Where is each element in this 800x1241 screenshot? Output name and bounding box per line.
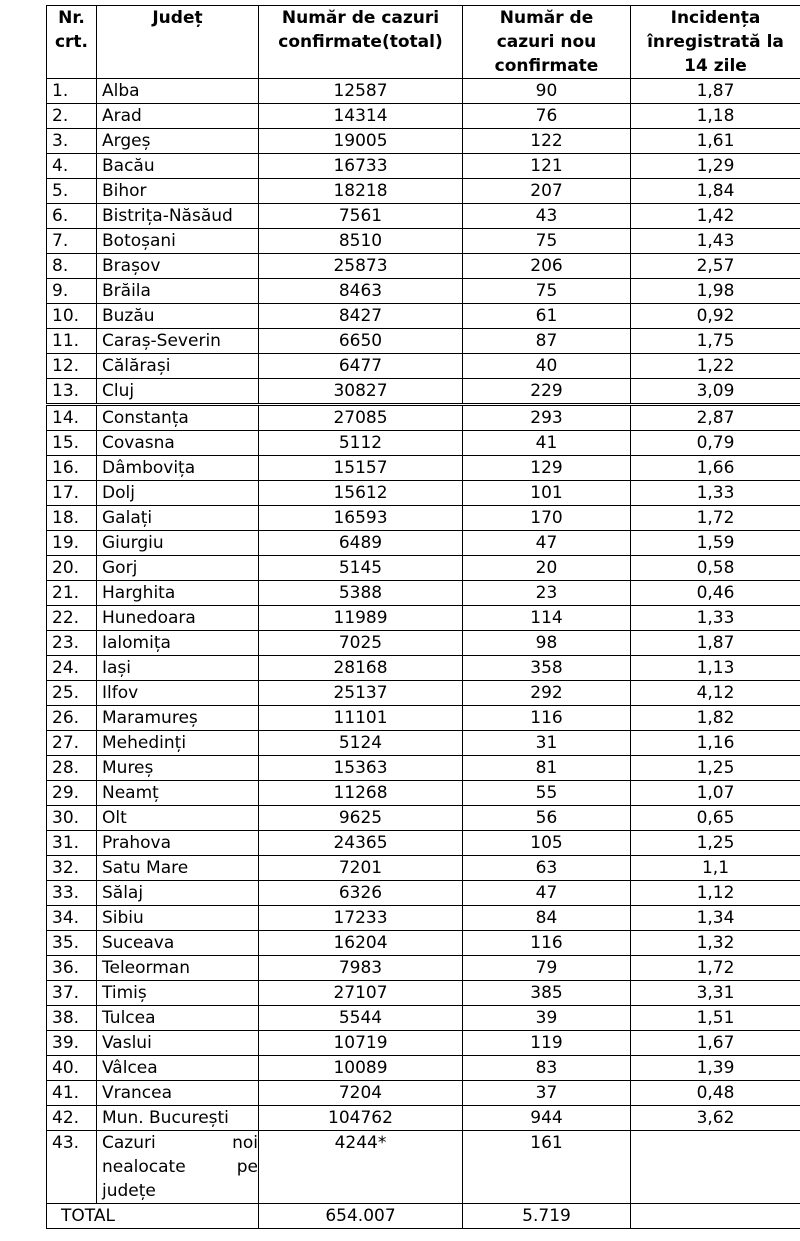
table-row — [47, 981, 800, 1006]
row-noi: 207 — [463, 179, 631, 204]
row-incidenta: 1,82 — [631, 706, 800, 731]
row-noi: 83 — [463, 1056, 631, 1081]
row-noi: 40 — [463, 354, 631, 379]
row-noi: 31 — [463, 731, 631, 756]
row-noi: 76 — [463, 104, 631, 129]
row-judet: Sibiu — [97, 906, 259, 931]
row-nr: 27. — [47, 731, 97, 756]
header-judet-line: Județ — [152, 8, 203, 28]
row-incidenta: 4,12 — [631, 681, 800, 706]
row-incidenta: 1,67 — [631, 1031, 800, 1056]
total-confirmed: 654.007 — [259, 1204, 463, 1229]
table-row — [47, 606, 800, 631]
row-nr: 35. — [47, 931, 97, 956]
row-judet: Mureș — [97, 756, 259, 781]
table-row — [47, 956, 800, 981]
row-total: 104762 — [259, 1106, 463, 1131]
row-total: 8510 — [259, 229, 463, 254]
row-nr: 24. — [47, 656, 97, 681]
row-total: 25137 — [259, 681, 463, 706]
row-incidenta: 1,87 — [631, 79, 800, 104]
table-row — [47, 531, 800, 556]
header-total — [259, 6, 463, 79]
row-judet: Constanța — [97, 405, 259, 431]
row-judet: Maramureș — [97, 706, 259, 731]
row-judet: Neamț — [97, 781, 259, 806]
row-judet: Alba — [97, 79, 259, 104]
row-judet: Galați — [97, 506, 259, 531]
row-noi: 63 — [463, 856, 631, 881]
row-judet: Bacău — [97, 154, 259, 179]
row-incidenta: 3,09 — [631, 379, 800, 405]
row-noi: 23 — [463, 581, 631, 606]
unallocated-label-line: județe — [102, 1181, 156, 1201]
row-incidenta: 1,16 — [631, 731, 800, 756]
row-judet: Vrancea — [97, 1081, 259, 1106]
header-nr — [47, 6, 97, 79]
unallocated-noi: 161 — [463, 1131, 631, 1204]
row-nr: 22. — [47, 606, 97, 631]
row-total: 15612 — [259, 481, 463, 506]
row-noi: 75 — [463, 229, 631, 254]
row-total: 14314 — [259, 104, 463, 129]
header-nr-line: crt. — [54, 32, 89, 52]
row-incidenta: 1,98 — [631, 279, 800, 304]
row-noi: 75 — [463, 279, 631, 304]
row-total: 6477 — [259, 354, 463, 379]
table-row — [47, 204, 800, 229]
row-total: 17233 — [259, 906, 463, 931]
table-footer — [47, 1131, 800, 1229]
row-nr: 1. — [47, 79, 97, 104]
row-incidenta: 1,13 — [631, 656, 800, 681]
row-noi: 170 — [463, 506, 631, 531]
table-row — [47, 506, 800, 531]
row-noi: 116 — [463, 931, 631, 956]
row-incidenta: 1,84 — [631, 179, 800, 204]
row-nr: 7. — [47, 229, 97, 254]
table-row — [47, 1031, 800, 1056]
row-incidenta: 1,18 — [631, 104, 800, 129]
row-noi: 121 — [463, 154, 631, 179]
row-incidenta: 1,1 — [631, 856, 800, 881]
row-judet: Prahova — [97, 831, 259, 856]
header-noi-line: confirmate — [494, 56, 599, 76]
unallocated-total: 4244* — [259, 1131, 463, 1204]
row-nr: 13. — [47, 379, 97, 405]
table-row — [47, 481, 800, 506]
row-judet: Brăila — [97, 279, 259, 304]
row-nr: 11. — [47, 329, 97, 354]
table-row — [47, 656, 800, 681]
row-judet: Teleorman — [97, 956, 259, 981]
row-incidenta: 1,72 — [631, 506, 800, 531]
row-incidenta: 0,79 — [631, 431, 800, 456]
row-incidenta: 1,43 — [631, 229, 800, 254]
table-body — [47, 79, 800, 1131]
row-judet: Mun. București — [97, 1106, 259, 1131]
row-total: 16733 — [259, 154, 463, 179]
table-row — [47, 1056, 800, 1081]
header-incidenta-line: Incidența — [670, 8, 761, 28]
header-nr-line: Nr. — [58, 8, 85, 28]
row-total: 7561 — [259, 204, 463, 229]
row-incidenta: 2,57 — [631, 254, 800, 279]
table-row — [47, 1081, 800, 1106]
row-noi: 41 — [463, 431, 631, 456]
row-noi: 122 — [463, 129, 631, 154]
row-total: 6489 — [259, 531, 463, 556]
row-judet: Arad — [97, 104, 259, 129]
total-new: 5.719 — [463, 1204, 631, 1229]
row-incidenta: 1,72 — [631, 956, 800, 981]
table-row — [47, 329, 800, 354]
row-judet: Mehedinți — [97, 731, 259, 756]
unallocated-row — [47, 1131, 800, 1204]
row-nr: 17. — [47, 481, 97, 506]
table-row — [47, 431, 800, 456]
row-total: 27107 — [259, 981, 463, 1006]
table-row — [47, 556, 800, 581]
row-nr: 18. — [47, 506, 97, 531]
row-incidenta: 1,12 — [631, 881, 800, 906]
row-total: 25873 — [259, 254, 463, 279]
row-incidenta: 0,48 — [631, 1081, 800, 1106]
row-judet: Dolj — [97, 481, 259, 506]
row-nr: 42. — [47, 1106, 97, 1131]
table-row — [47, 1006, 800, 1031]
row-total: 5124 — [259, 731, 463, 756]
row-nr: 3. — [47, 129, 97, 154]
row-incidenta: 1,33 — [631, 481, 800, 506]
row-judet: Bistrița-Năsăud — [97, 204, 259, 229]
total-label: TOTAL — [47, 1204, 259, 1229]
row-total: 7025 — [259, 631, 463, 656]
table-row — [47, 756, 800, 781]
row-nr: 23. — [47, 631, 97, 656]
row-total: 27085 — [259, 405, 463, 431]
row-nr: 16. — [47, 456, 97, 481]
row-judet: Buzău — [97, 304, 259, 329]
row-total: 7204 — [259, 1081, 463, 1106]
row-noi: 47 — [463, 881, 631, 906]
row-noi: 98 — [463, 631, 631, 656]
row-noi: 114 — [463, 606, 631, 631]
header-total-line: Număr de cazuri — [281, 8, 440, 28]
table-row — [47, 405, 800, 431]
row-judet: Giurgiu — [97, 531, 259, 556]
row-noi: 84 — [463, 906, 631, 931]
row-judet: Caraș-Severin — [97, 329, 259, 354]
row-total: 6326 — [259, 881, 463, 906]
table-row — [47, 681, 800, 706]
table-row — [47, 79, 800, 104]
row-judet: Olt — [97, 806, 259, 831]
row-noi: 292 — [463, 681, 631, 706]
header-noi-line: cazuri nou — [496, 32, 597, 52]
row-nr: 25. — [47, 681, 97, 706]
total-incidenta — [631, 1204, 800, 1229]
row-incidenta: 1,25 — [631, 756, 800, 781]
header-incidenta — [631, 6, 800, 79]
row-judet: Botoșani — [97, 229, 259, 254]
row-nr: 5. — [47, 179, 97, 204]
row-nr: 10. — [47, 304, 97, 329]
row-noi: 87 — [463, 329, 631, 354]
row-nr: 4. — [47, 154, 97, 179]
header-incidenta-line: înregistrată la — [647, 32, 784, 52]
row-incidenta: 1,66 — [631, 456, 800, 481]
table-row — [47, 831, 800, 856]
table-row — [47, 304, 800, 329]
row-total: 18218 — [259, 179, 463, 204]
row-judet: Dâmbovița — [97, 456, 259, 481]
row-judet: Ialomița — [97, 631, 259, 656]
row-noi: 116 — [463, 706, 631, 731]
row-total: 5388 — [259, 581, 463, 606]
row-nr: 39. — [47, 1031, 97, 1056]
row-incidenta: 1,22 — [631, 354, 800, 379]
table-row — [47, 731, 800, 756]
covid-county-table — [46, 5, 800, 1229]
row-incidenta: 1,29 — [631, 154, 800, 179]
unallocated-nr: 43. — [47, 1131, 97, 1204]
row-total: 19005 — [259, 129, 463, 154]
row-total: 8463 — [259, 279, 463, 304]
row-nr: 41. — [47, 1081, 97, 1106]
row-judet: Timiș — [97, 981, 259, 1006]
row-total: 7201 — [259, 856, 463, 881]
row-judet: Călărași — [97, 354, 259, 379]
row-noi: 293 — [463, 405, 631, 431]
row-nr: 31. — [47, 831, 97, 856]
row-incidenta: 0,46 — [631, 581, 800, 606]
row-judet: Suceava — [97, 931, 259, 956]
table-row — [47, 104, 800, 129]
row-noi: 20 — [463, 556, 631, 581]
row-noi: 47 — [463, 531, 631, 556]
header-judet — [97, 6, 259, 79]
header-incidenta-line: 14 zile — [684, 56, 747, 76]
row-incidenta: 0,58 — [631, 556, 800, 581]
row-noi: 129 — [463, 456, 631, 481]
row-incidenta: 1,61 — [631, 129, 800, 154]
row-judet: Sălaj — [97, 881, 259, 906]
row-nr: 12. — [47, 354, 97, 379]
row-incidenta: 1,51 — [631, 1006, 800, 1031]
row-noi: 56 — [463, 806, 631, 831]
row-nr: 28. — [47, 756, 97, 781]
row-nr: 36. — [47, 956, 97, 981]
row-noi: 39 — [463, 1006, 631, 1031]
row-incidenta: 2,87 — [631, 405, 800, 431]
row-judet: Argeș — [97, 129, 259, 154]
header-row — [47, 6, 800, 79]
row-total: 5112 — [259, 431, 463, 456]
row-total: 8427 — [259, 304, 463, 329]
table-row — [47, 1106, 800, 1131]
row-total: 24365 — [259, 831, 463, 856]
table-row — [47, 354, 800, 379]
row-incidenta: 1,75 — [631, 329, 800, 354]
row-judet: Tulcea — [97, 1006, 259, 1031]
row-nr: 37. — [47, 981, 97, 1006]
table-row — [47, 229, 800, 254]
row-incidenta: 1,25 — [631, 831, 800, 856]
header-noi — [463, 6, 631, 79]
row-noi: 385 — [463, 981, 631, 1006]
row-nr: 9. — [47, 279, 97, 304]
row-total: 9625 — [259, 806, 463, 831]
row-nr: 20. — [47, 556, 97, 581]
row-total: 15157 — [259, 456, 463, 481]
row-nr: 21. — [47, 581, 97, 606]
row-nr: 33. — [47, 881, 97, 906]
row-nr: 2. — [47, 104, 97, 129]
total-row — [47, 1204, 800, 1229]
row-total: 7983 — [259, 956, 463, 981]
row-nr: 19. — [47, 531, 97, 556]
row-judet: Iași — [97, 656, 259, 681]
row-total: 5145 — [259, 556, 463, 581]
row-total: 12587 — [259, 79, 463, 104]
row-nr: 40. — [47, 1056, 97, 1081]
row-incidenta: 0,65 — [631, 806, 800, 831]
row-noi: 105 — [463, 831, 631, 856]
row-nr: 8. — [47, 254, 97, 279]
row-nr: 38. — [47, 1006, 97, 1031]
table-row — [47, 881, 800, 906]
table-row — [47, 254, 800, 279]
table-row — [47, 631, 800, 656]
row-total: 15363 — [259, 756, 463, 781]
row-nr: 32. — [47, 856, 97, 881]
row-judet: Satu Mare — [97, 856, 259, 881]
row-nr: 6. — [47, 204, 97, 229]
table-row — [47, 179, 800, 204]
row-noi: 101 — [463, 481, 631, 506]
row-total: 16593 — [259, 506, 463, 531]
row-noi: 81 — [463, 756, 631, 781]
table-row — [47, 931, 800, 956]
row-incidenta: 1,42 — [631, 204, 800, 229]
row-total: 30827 — [259, 379, 463, 405]
row-incidenta: 1,59 — [631, 531, 800, 556]
row-noi: 229 — [463, 379, 631, 405]
row-nr: 15. — [47, 431, 97, 456]
row-noi: 358 — [463, 656, 631, 681]
row-noi: 944 — [463, 1106, 631, 1131]
row-total: 6650 — [259, 329, 463, 354]
row-nr: 14. — [47, 405, 97, 431]
row-noi: 43 — [463, 204, 631, 229]
header-total-line: confirmate(total) — [278, 32, 443, 52]
row-judet: Harghita — [97, 581, 259, 606]
row-total: 11989 — [259, 606, 463, 631]
row-incidenta: 3,62 — [631, 1106, 800, 1131]
row-noi: 37 — [463, 1081, 631, 1106]
table-row — [47, 456, 800, 481]
table-row — [47, 906, 800, 931]
row-incidenta: 3,31 — [631, 981, 800, 1006]
row-noi: 90 — [463, 79, 631, 104]
row-total: 28168 — [259, 656, 463, 681]
unallocated-label — [97, 1131, 259, 1204]
row-judet: Covasna — [97, 431, 259, 456]
row-judet: Brașov — [97, 254, 259, 279]
table-row — [47, 706, 800, 731]
table-row — [47, 581, 800, 606]
table-row — [47, 154, 800, 179]
header-noi-line: Număr de — [499, 8, 594, 28]
row-noi: 79 — [463, 956, 631, 981]
row-nr: 26. — [47, 706, 97, 731]
row-total: 5544 — [259, 1006, 463, 1031]
row-incidenta: 1,34 — [631, 906, 800, 931]
row-noi: 55 — [463, 781, 631, 806]
row-noi: 206 — [463, 254, 631, 279]
row-noi: 61 — [463, 304, 631, 329]
table-row — [47, 856, 800, 881]
row-total: 10719 — [259, 1031, 463, 1056]
row-nr: 30. — [47, 806, 97, 831]
row-judet: Cluj — [97, 379, 259, 405]
table-row — [47, 129, 800, 154]
row-incidenta: 1,07 — [631, 781, 800, 806]
unallocated-incidenta — [631, 1131, 800, 1204]
table-row — [47, 379, 800, 405]
row-incidenta: 0,92 — [631, 304, 800, 329]
row-nr: 29. — [47, 781, 97, 806]
row-incidenta: 1,87 — [631, 631, 800, 656]
row-judet: Hunedoara — [97, 606, 259, 631]
table-row — [47, 806, 800, 831]
row-judet: Vaslui — [97, 1031, 259, 1056]
row-nr: 34. — [47, 906, 97, 931]
row-judet: Ilfov — [97, 681, 259, 706]
row-total: 11268 — [259, 781, 463, 806]
row-judet: Gorj — [97, 556, 259, 581]
row-incidenta: 1,33 — [631, 606, 800, 631]
row-judet: Vâlcea — [97, 1056, 259, 1081]
row-judet: Bihor — [97, 179, 259, 204]
row-total: 16204 — [259, 931, 463, 956]
unallocated-label-line: Cazuri noi — [102, 1133, 258, 1153]
table-row — [47, 279, 800, 304]
row-incidenta: 1,32 — [631, 931, 800, 956]
unallocated-label-line: nealocate pe — [102, 1157, 258, 1177]
table-row — [47, 781, 800, 806]
row-noi: 119 — [463, 1031, 631, 1056]
row-incidenta: 1,39 — [631, 1056, 800, 1081]
row-total: 10089 — [259, 1056, 463, 1081]
row-total: 11101 — [259, 706, 463, 731]
